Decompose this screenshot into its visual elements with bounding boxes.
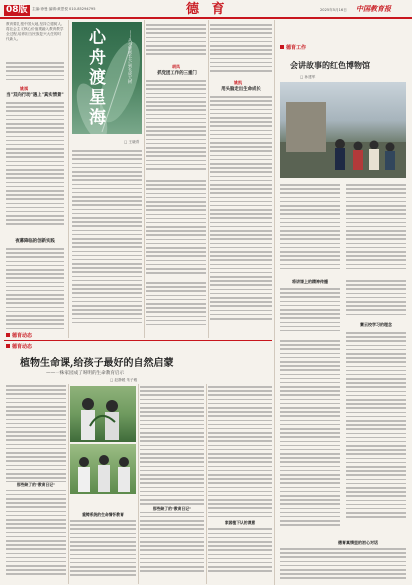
plant-photo-2: [70, 444, 136, 494]
middle-body-3: [210, 24, 272, 78]
right-body-1: [280, 184, 340, 276]
bottom-divider-2: [138, 384, 139, 584]
left-intro-title: 当"双向行动"遇上"真实情景": [6, 93, 64, 98]
bottom-section-tag: [6, 343, 32, 350]
right-body-7: [280, 548, 406, 582]
children-scene-2: [70, 444, 136, 494]
plant-photo-1: [70, 386, 136, 442]
right-body-5: [280, 340, 340, 536]
bottom-title: 植物生命课,给孩子最好的自然启蒙: [20, 358, 174, 369]
section-title: 德 育: [186, 2, 229, 17]
middle-intro-title: 抓党团工作的三重门: [157, 71, 197, 76]
feature-body-1: [72, 150, 142, 332]
masthead-rule: [0, 17, 412, 19]
bottom-byline: □ 赵静媛 朱子雅: [110, 378, 138, 382]
bottom-section-rule: [4, 340, 272, 341]
left-excerpt-text: 教育要扎根中国大地,坚持立德树人,将社会主义核心价值观融入教育教学全过程,培养担当民族复兴大任的时代新人。: [6, 22, 64, 41]
bottom-body-4: [208, 386, 272, 582]
left-excerpt: [6, 22, 64, 62]
right-body-3: [280, 288, 340, 336]
masthead-date: 2025年5月16日: [320, 8, 347, 12]
middle-box-label: 姚凯: [234, 80, 242, 85]
left-body-1: [6, 62, 64, 84]
left-section-tag-label: 德育动态: [12, 333, 33, 339]
bottom-divider-3: [206, 384, 207, 584]
right-subhead-2: 赛云校学习的理念: [360, 322, 392, 327]
paper-name: 中国教育报: [356, 4, 391, 13]
right-subhead-1: 将讲课上的精神传播: [292, 279, 328, 284]
left-body-3: [6, 248, 64, 332]
feature-body-2: [146, 180, 206, 280]
bottom-subhead-2: 重铸系统的生命情怀教育: [82, 512, 124, 517]
middle-body-4: [210, 96, 272, 332]
right-body-6: [346, 332, 406, 528]
bottom-subhead-1: 那些缺了的"教育日记": [6, 482, 66, 488]
right-body-4: [346, 280, 406, 320]
feature-title-vertical-sub: ——从小时候长大,到长成大树: [128, 30, 133, 84]
right-section-tag-label: 德育工作: [286, 45, 307, 51]
bottom-body-2: [70, 520, 136, 582]
children-scene-1: [70, 386, 136, 442]
divider-3: [208, 20, 209, 338]
tag-marker-icon: [280, 45, 284, 49]
tag-marker-icon: [6, 333, 10, 337]
divider-2: [144, 20, 145, 338]
left-body-2: [6, 102, 64, 234]
right-byline: □ 孙建军: [300, 75, 316, 79]
left-article-title: 夜幕降临的创新实践: [15, 239, 55, 244]
bottom-body-3: [140, 386, 204, 582]
right-subhead-3: 德育真情里的初心对话: [338, 540, 378, 545]
middle-box-title: 用头脑走出生命成长: [221, 87, 261, 92]
right-body-2: [346, 184, 406, 276]
middle-body-1: [146, 24, 206, 60]
right-section-tag: [280, 44, 306, 51]
bottom-subhead-4: 家园植下认的课意: [208, 520, 272, 526]
feature-title: 心舟渡星海: [85, 28, 105, 128]
museum-scene: [280, 82, 406, 178]
feature-byline: □ 王晓青: [124, 140, 140, 144]
middle-body-2: [146, 80, 206, 176]
page-number: 08版: [6, 5, 28, 15]
left-intro-label: 姚祺: [20, 86, 28, 91]
bottom-divider-1: [68, 384, 69, 584]
tag-marker-icon: [6, 344, 10, 348]
bottom-subhead-3: 那些缺了的"教育日记": [140, 506, 204, 512]
divider-1: [68, 20, 69, 338]
right-title: 会讲故事的红色博物馆: [290, 60, 370, 70]
middle-intro-label: 胡凤: [172, 64, 180, 69]
masthead-meta: 主编:徐曼 编辑:黄思悦 010-85294795: [32, 7, 96, 11]
museum-photo: [280, 82, 406, 178]
bottom-subtitle: ——一株家园成了呀明的生命教育启示: [46, 371, 125, 376]
bottom-section-tag-label: 德育动态: [12, 344, 33, 350]
feature-body-3: [146, 282, 206, 332]
left-section-tag: [6, 332, 32, 339]
divider-4: [274, 20, 275, 585]
